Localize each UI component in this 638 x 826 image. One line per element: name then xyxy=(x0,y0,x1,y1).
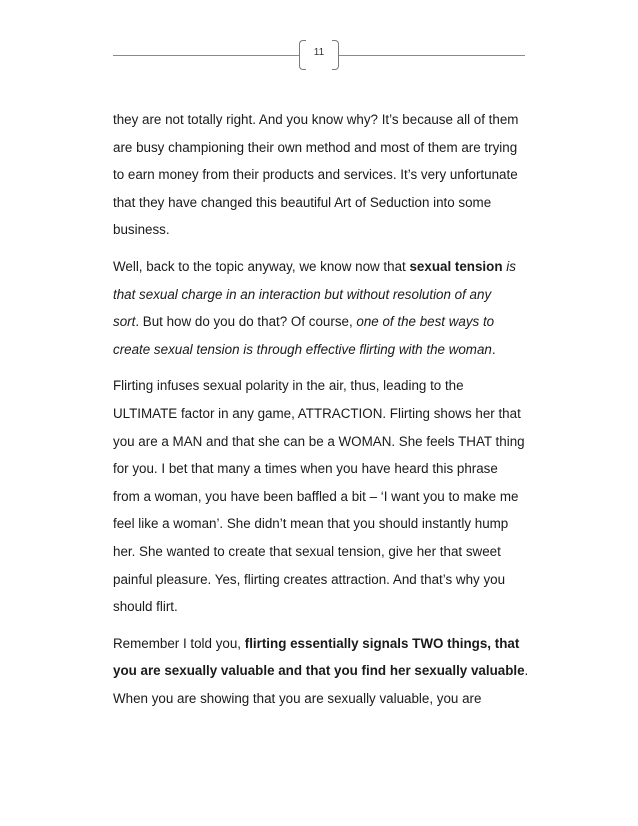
text-line xyxy=(113,483,533,511)
italic-text: one of the best ways to xyxy=(356,314,495,330)
text-line xyxy=(113,216,533,244)
italic-text: create sexual tension is through effective flirting with the woman xyxy=(113,341,492,357)
italic-text: that sexual charge in an interaction but without resolution of any xyxy=(113,286,492,302)
text-line xyxy=(113,593,533,621)
text-line xyxy=(113,372,533,400)
text-run: Flirting infuses sexual polarity in the air, thus, leading to the xyxy=(113,378,464,394)
text-line xyxy=(113,189,533,217)
bold-text: sexual tension xyxy=(409,258,503,274)
bold-text: flirting essentially signals TWO things, that xyxy=(244,635,520,651)
text-run: from a woman, you have been baffled a bit – ‘I want you to make me xyxy=(113,488,519,504)
text-line xyxy=(113,336,533,364)
text-line xyxy=(113,630,533,658)
text-line xyxy=(113,161,533,189)
text-line xyxy=(113,281,533,309)
text-run: to earn money from their products and services. It’s very unfortunate xyxy=(113,167,518,183)
text-run: painful pleasure. Yes, flirting creates attraction. And that’s why you xyxy=(113,571,506,587)
text-line xyxy=(113,538,533,566)
text-line xyxy=(113,106,533,134)
text-line xyxy=(113,566,533,594)
italic-text: is xyxy=(502,258,516,274)
text-line xyxy=(113,455,533,483)
text-run: . But how do you do that? Of course, xyxy=(135,314,357,330)
text-line xyxy=(113,510,533,538)
text-line xyxy=(113,308,533,336)
bold-text: you are sexually valuable and that you find her sexually valuable xyxy=(113,663,525,679)
text-run: Remember I told you, xyxy=(113,635,245,651)
text-run: Well, back to the topic anyway, we know now that xyxy=(113,258,410,274)
text-line xyxy=(113,657,533,685)
text-run: When you are showing that you are sexually valuable, you are xyxy=(113,690,482,706)
text-line xyxy=(113,134,533,162)
text-line xyxy=(113,685,533,713)
text-run: for you. I bet that many a times when you have heard this phrase xyxy=(113,461,498,477)
text-run: that they have changed this beautiful Art of Seduction into some xyxy=(113,194,492,210)
text-run: you are a MAN and that she can be a WOMAN. She feels THAT thing xyxy=(113,433,525,449)
text-run: her. She wanted to create that sexual tension, give her that sweet xyxy=(113,543,501,559)
paragraph xyxy=(113,106,533,244)
text-line xyxy=(113,428,533,456)
text-run: business. xyxy=(113,222,170,238)
text-run: . xyxy=(491,341,496,357)
text-line xyxy=(113,253,533,281)
text-run: should flirt. xyxy=(113,599,178,615)
page-number-box xyxy=(299,38,339,72)
body-text xyxy=(113,106,533,721)
header-rule-right xyxy=(339,55,525,56)
page-header xyxy=(113,38,525,72)
text-line xyxy=(113,400,533,428)
paragraph xyxy=(113,372,533,620)
text-run: feel like a woman’. She didn’t mean that you should instantly hump xyxy=(113,516,509,532)
paragraph xyxy=(113,630,533,713)
header-rule-left xyxy=(113,55,299,56)
italic-text: sort xyxy=(113,314,136,330)
page-number: 11 xyxy=(313,47,325,58)
paragraph xyxy=(113,253,533,363)
text-run: are busy championing their own method and most of them are trying xyxy=(113,139,518,155)
text-run: ULTIMATE factor in any game, ATTRACTION. Flirting shows her that xyxy=(113,405,521,421)
right-bracket-icon xyxy=(332,40,339,70)
text-run: they are not totally right. And you know why? It’s because all of them xyxy=(113,112,519,127)
text-run: . xyxy=(524,663,529,679)
